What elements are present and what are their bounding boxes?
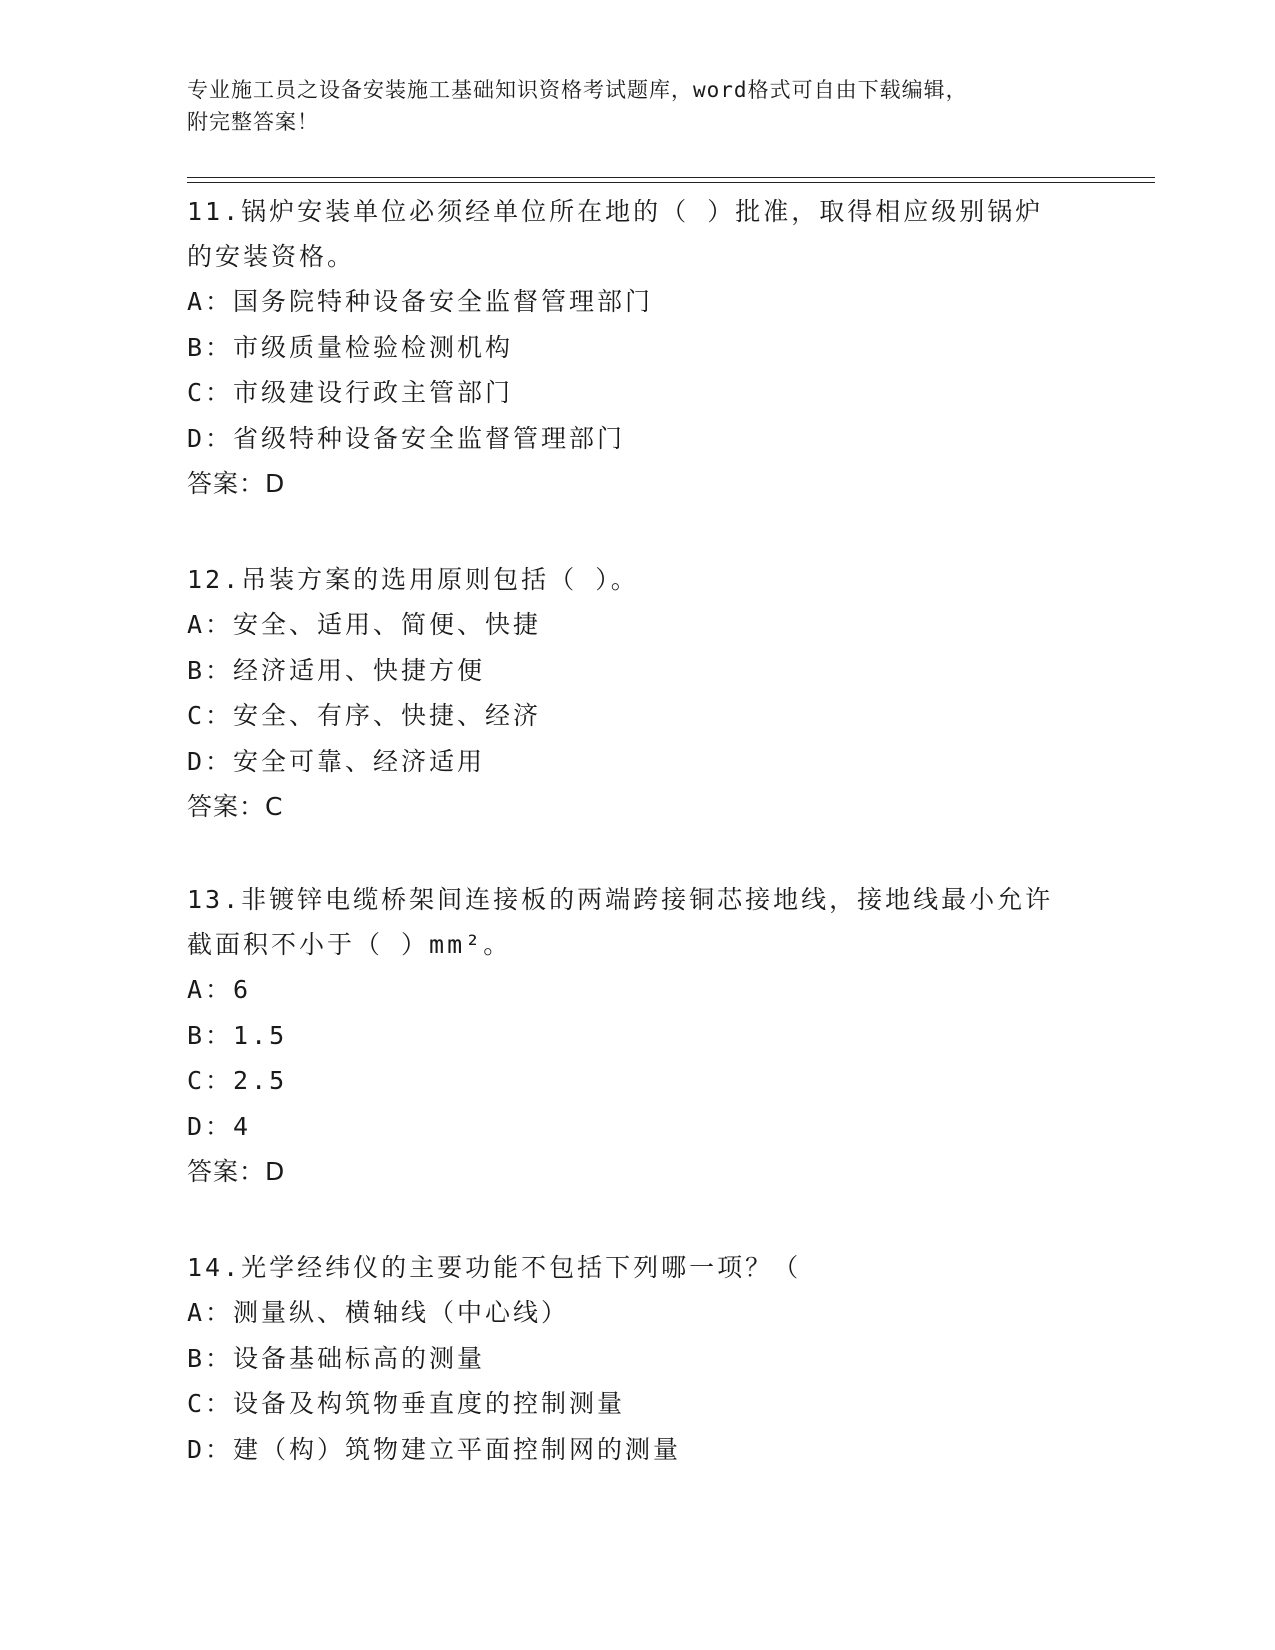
answer-line: 答案：D — [187, 1157, 286, 1186]
answer-line: 答案：D — [187, 469, 286, 498]
option-b: B：经济适用、快捷方便 — [187, 655, 486, 685]
question-stem-continuation: 的安装资格。 — [187, 242, 356, 271]
option-b: B：1.5 — [187, 1020, 288, 1050]
option-d: D：建（构）筑物建立平面控制网的测量 — [187, 1434, 682, 1464]
header-divider-top — [187, 177, 1155, 178]
option-a: A：安全、适用、简便、快捷 — [187, 610, 542, 639]
option-b: B：市级质量检验检测机构 — [187, 332, 514, 362]
option-c: C：市级建设行政主管部门 — [187, 378, 514, 407]
question-11 — [187, 189, 1087, 506]
option-d: D：安全可靠、经济适用 — [187, 746, 486, 776]
question-stem: 14.光学经纬仪的主要功能不包括下列哪一项？（ — [187, 1253, 802, 1282]
question-stem: 13.非镀锌电缆桥架间连接板的两端跨接铜芯接地线，接地线最小允许 — [187, 885, 1054, 914]
option-a: A：国务院特种设备安全监督管理部门 — [187, 287, 654, 316]
option-d: D：4 — [187, 1111, 252, 1141]
question-13 — [187, 877, 1087, 1194]
option-c: C：2.5 — [187, 1066, 288, 1095]
header-divider-bottom — [187, 182, 1155, 183]
header-line-2: 附完整答案！ — [187, 110, 319, 134]
option-a: A：6 — [187, 975, 252, 1004]
question-stem-continuation: 截面积不小于（ ）mm²。 — [187, 930, 512, 959]
option-d: D：省级特种设备安全监督管理部门 — [187, 423, 626, 453]
question-stem: 11.锅炉安装单位必须经单位所在地的（ ）批准，取得相应级别锅炉 — [187, 197, 1044, 226]
question-14 — [187, 1245, 1087, 1472]
option-b: B：设备基础标高的测量 — [187, 1343, 486, 1373]
answer-line: 答案：C — [187, 792, 284, 821]
option-c: C：安全、有序、快捷、经济 — [187, 701, 542, 730]
document-header — [187, 74, 1087, 138]
option-c: C：设备及构筑物垂直度的控制测量 — [187, 1389, 626, 1418]
header-line-1: 专业施工员之设备安装施工基础知识资格考试题库，word格式可自由下载编辑， — [187, 78, 968, 102]
question-stem: 12.吊装方案的选用原则包括（ ）。 — [187, 565, 639, 594]
question-12 — [187, 557, 1087, 829]
option-a: A：测量纵、横轴线（中心线） — [187, 1298, 570, 1327]
